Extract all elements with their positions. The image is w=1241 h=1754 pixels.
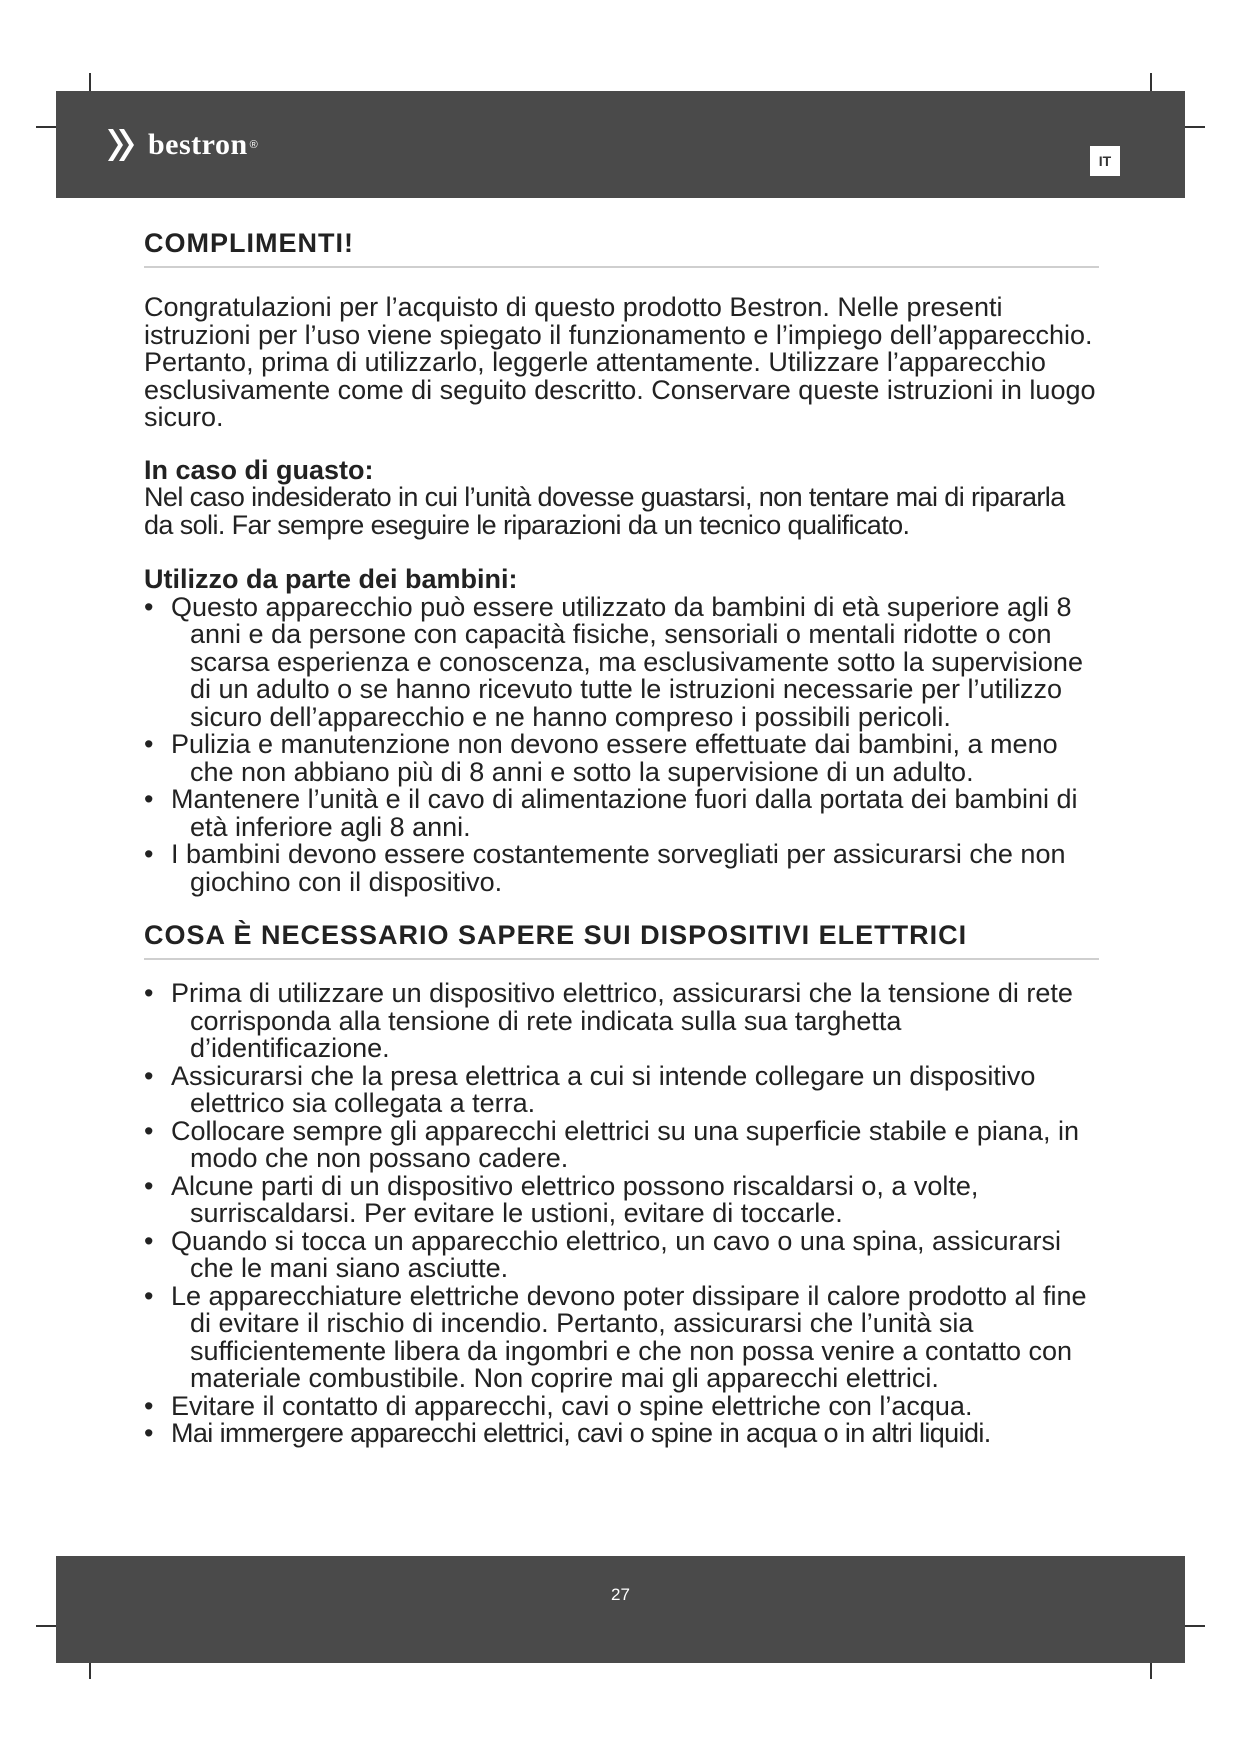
electrical-list [144, 980, 1099, 1448]
list-item: • Mai immergere apparecchi elettrici, cavi o spine in acqua o in altri liquidi. [144, 1420, 1099, 1448]
intro-paragraph: Congratulazioni per l’acquisto di questo prodotto Bestron. Nelle presenti istruzioni per l’uso viene spiegato il funzionamento e l’impiego dell’apparecchio. Pertanto, prima di utilizzarlo, leggerle attentamente. Utilizzare l’apparecchio esclusivamente come di seguito descritto. Conservare queste istruzioni in luogo sicuro. [144, 292, 1096, 432]
list-item: • Questo apparecchio può essere utilizzato da bambini di età superiore agli 8 anni e da persone con capacità fisiche, sensoriali o mentali ridotte o con scarsa esperienza e conoscenza, ma esclusivamente sotto la supervisione di un adulto o se hanno ricevuto tutte le istruzioni necessarie per l’utilizzo sicuro dell’apparecchio e ne hanno compreso i possibili pericoli. [144, 594, 1099, 732]
page-content [144, 228, 1099, 1448]
list-item: • Assicurarsi che la presa elettrica a cui si intende collegare un dispositivo elettrico sia collegata a terra. [144, 1063, 1099, 1118]
list-item: • Evitare il contatto di apparecchi, cavi o spine elettriche con l’acqua. [144, 1393, 1099, 1421]
section-title-electrical: COSA È NECESSARIO SAPERE SUI DISPOSITIVI ELETTRICI [144, 920, 1099, 960]
list-item: • Prima di utilizzare un dispositivo elettrico, assicurarsi che la tensione di rete corrisponda alla tensione di rete indicata sulla sua targhetta d’identificazione. [144, 980, 1099, 1063]
language-badge: IT [1090, 146, 1120, 176]
chevron-logo-icon [106, 127, 140, 163]
list-item: • Quando si tocca un apparecchio elettrico, un cavo o una spina, assicurarsi che le mani siano asciutte. [144, 1228, 1099, 1283]
children-list [144, 591, 1099, 897]
registered-mark: ® [249, 139, 258, 151]
fault-text-line-1 [144, 484, 1099, 539]
children-heading: Utilizzo da parte dei bambini: [144, 564, 518, 594]
list-item: • I bambini devono essere costantemente sorvegliati per assicurarsi che non giochino con il dispositivo. [144, 841, 1099, 896]
header-bar [56, 91, 1185, 198]
fault-text: Nel caso indesiderato in cui l’unità dovesse guastarsi, non tentare mai di ripararla da soli. Far sempre eseguire le riparazioni da un tecnico qualificato. [144, 482, 1065, 540]
list-item: • Mantenere l’unità e il cavo di alimentazione fuori dalla portata dei bambini di età inferiore agli 8 anni. [144, 786, 1099, 841]
brand-name: bestron [148, 128, 248, 161]
list-item: • Pulizia e manutenzione non devono essere effettuate dai bambini, a meno che non abbiano più di 8 anni e sotto la supervisione di un adulto. [144, 731, 1099, 786]
footer-bar [56, 1556, 1185, 1663]
section-title-compliments: COMPLIMENTI! [144, 228, 1099, 268]
page-number: 27 [611, 1585, 630, 1604]
list-item: • Le apparecchiature elettriche devono poter dissipare il calore prodotto al fine di evitare il rischio di incendio. Pertanto, assicurarsi che l’unità sia sufficientemente libera da ingombri e che non possa venire a contatto con materiale combustibile. Non coprire mai gli apparecchi elettrici. [144, 1283, 1099, 1393]
bestron-logo [106, 123, 258, 167]
fault-heading: In caso di guasto: [144, 454, 374, 485]
list-item: • Collocare sempre gli apparecchi elettrici su una superficie stabile e piana, in modo che non possano cadere. [144, 1118, 1099, 1173]
list-item: • Alcune parti di un dispositivo elettrico possono riscaldarsi o, a volte, surriscaldarsi. Per evitare le ustioni, evitare di toccarle. [144, 1173, 1099, 1228]
